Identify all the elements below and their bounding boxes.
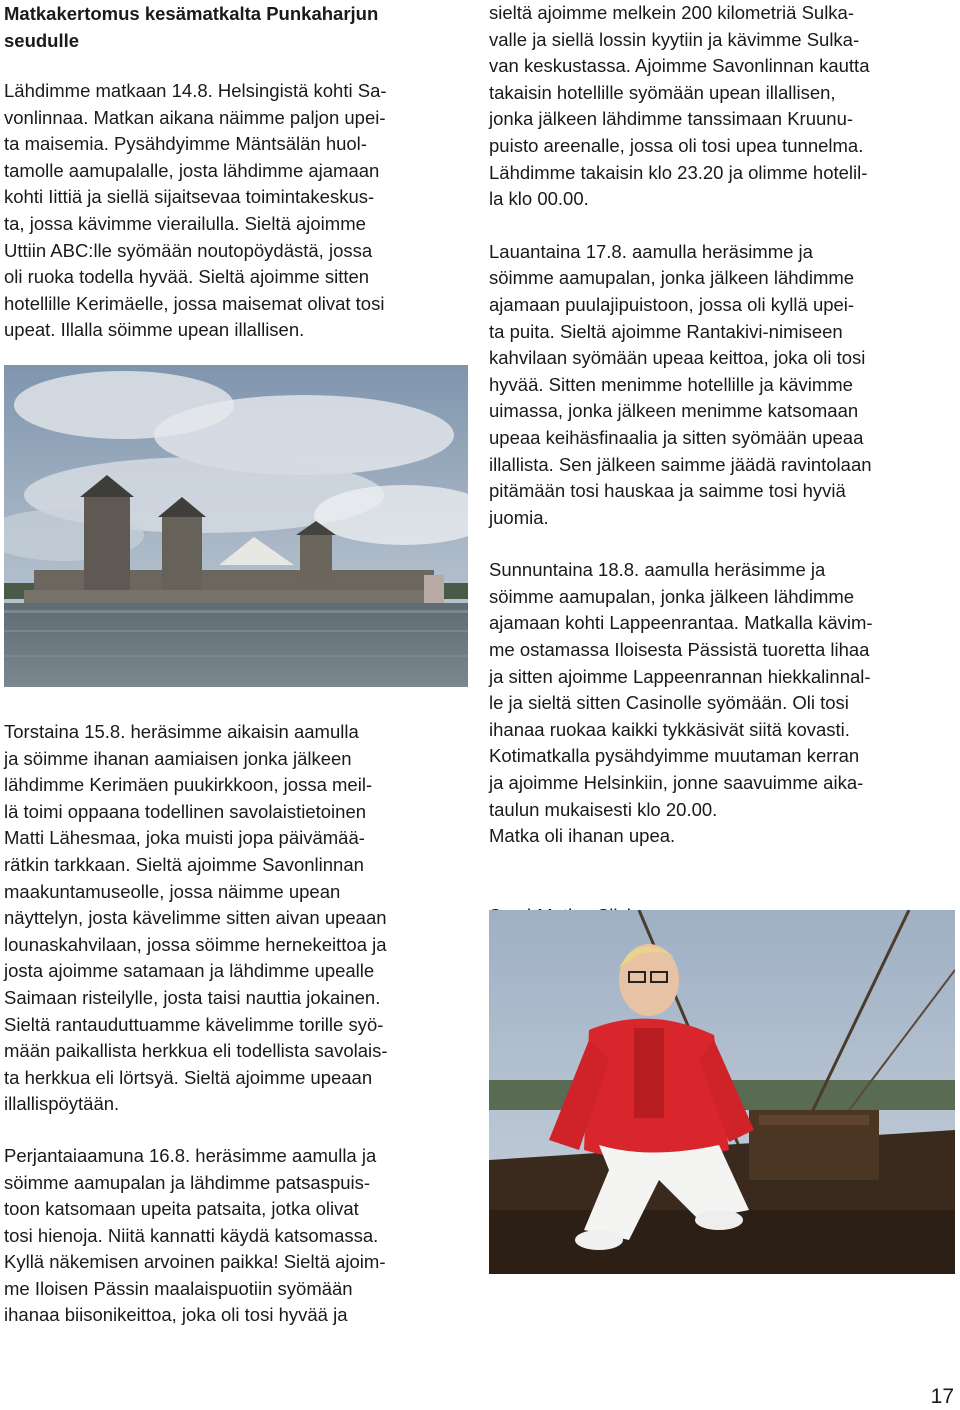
text-line: le ja sieltä sitten Casinolle syömään. Oli tosi xyxy=(489,692,849,714)
text-line: illallista. Sen jälkeen saimme jäädä ravintolaan xyxy=(489,453,872,475)
intro-paragraph xyxy=(4,78,474,344)
text-line: ta, jossa kävimme vierailulla. Sieltä ajoimme xyxy=(4,212,366,234)
text-line: me Iloisen Pässin maalaispuotiin syömään xyxy=(4,1277,353,1299)
text-line: Lähdimme takaisin klo 23.20 ja olimme hotelil- xyxy=(489,161,868,183)
text-line: Kyllä näkemisen arvoinen paikka! Sieltä ajoim- xyxy=(4,1251,386,1273)
article-title-line: seudulle xyxy=(4,30,80,51)
text-line: mään paikallista herkkua eli todellista savolais- xyxy=(4,1040,388,1062)
text-line: ajamaan puulajipuistoon, jossa oli kyllä upei- xyxy=(489,293,855,315)
article-title xyxy=(4,0,474,54)
author-photo xyxy=(489,910,955,1274)
page-number: 17 xyxy=(930,1385,954,1408)
text-line: Matti Lähesmaa, joka muisti jopa päivämää- xyxy=(4,827,365,849)
text-line: ta maisemia. Pysähdyimme Mäntsälän huol- xyxy=(4,133,367,155)
text-line: söimme aamupalan, jonka jälkeen lähdimme xyxy=(489,585,855,607)
text-line: lähdimme Kerimäen puukirkkoon, jossa meil- xyxy=(4,774,373,796)
sunday-paragraph xyxy=(489,557,955,850)
text-line: Matka oli ihanan upea. xyxy=(489,825,676,847)
castle-photo xyxy=(4,365,468,687)
text-line: hyvää. Sitten menimme hotellille ja kävimme xyxy=(489,373,853,395)
text-line: söimme aamupalan ja lähdimme patsaspuis- xyxy=(4,1171,371,1193)
text-line: oli ruoka todella hyvää. Sieltä ajoimme sitten xyxy=(4,266,370,288)
thursday-paragraph xyxy=(4,719,474,1118)
text-line: puisto areenalle, jossa oli tosi upea tunnelma. xyxy=(489,134,864,156)
text-line: ja sitten ajoimme Lappeenrannan hiekkalinnal- xyxy=(489,665,871,687)
text-line: lä toimi oppaana todellinen savolaistietoinen xyxy=(4,800,367,822)
text-line: ja ajoimme Helsinkiin, jonne saavuimme aika- xyxy=(489,772,864,794)
text-line: Saimaan risteilylle, josta taisi nauttia jokainen. xyxy=(4,986,381,1008)
friday-paragraph xyxy=(4,1143,474,1329)
text-line: vonlinnaa. Matkan aikana näimme paljon upei- xyxy=(4,106,386,128)
text-line: Lauantaina 17.8. aamulla heräsimme ja xyxy=(489,240,813,262)
text-line: taulun mukaisesti klo 20.00. xyxy=(489,798,718,820)
text-line: van keskustassa. Ajoimme Savonlinnan kautta xyxy=(489,55,870,77)
text-line: ta herkkua eli lörtsyä. Sieltä ajoimme upeaan xyxy=(4,1066,373,1088)
text-line: söimme aamupalan, jonka jälkeen lähdimme xyxy=(489,267,855,289)
text-line: Sunnuntaina 18.8. aamulla heräsimme ja xyxy=(489,559,826,581)
text-line: maakuntamuseolle, jossa näimme upean xyxy=(4,880,341,902)
text-line: Perjantaiaamuna 16.8. heräsimme aamulla ja xyxy=(4,1144,377,1166)
text-line: la klo 00.00. xyxy=(489,188,589,210)
saturday-paragraph xyxy=(489,239,955,532)
text-line: valle ja siellä lossin kyytiin ja kävimme Sulka- xyxy=(489,28,860,50)
text-line: Sieltä rantauduttuamme kävelimme torille syö- xyxy=(4,1013,384,1035)
text-line: sieltä ajoimme melkein 200 kilometriä Sulka- xyxy=(489,2,855,23)
text-line: Lähdimme matkaan 14.8. Helsingistä kohti Sa- xyxy=(4,80,387,101)
text-line: hotellille Kerimäelle, jossa maisemat olivat tosi xyxy=(4,292,385,314)
text-line: illallispöytään. xyxy=(4,1093,120,1115)
text-line: takaisin hotellille syömään upean illallisen, xyxy=(489,81,836,103)
text-line: toon katsomaan upeita patsaita, jotka olivat xyxy=(4,1198,359,1220)
friday-continued-paragraph xyxy=(489,0,955,213)
text-line: kahvilaan syömään upeaa keittoa, joka oli tosi xyxy=(489,347,866,369)
text-line: ta puita. Sieltä ajoimme Rantakivi-nimiseen xyxy=(489,320,843,342)
left-column xyxy=(4,0,474,344)
text-line: me ostamassa Iloisesta Pässistä tuoretta lihaa xyxy=(489,639,870,661)
text-line: lounaskahvilaan, jossa söimme hernekeittoa ja xyxy=(4,933,387,955)
text-line: näyttelyn, josta kävelimme sitten aivan upeaan xyxy=(4,907,387,929)
text-line: uimassa, jonka jälkeen menimme katsomaan xyxy=(489,400,859,422)
text-line: Torstaina 15.8. heräsimme aikaisin aamulla xyxy=(4,721,359,742)
text-line: ja söimme ihanan aamiaisen jonka jälkeen xyxy=(4,747,352,769)
text-line: ihanaa biisonikeittoa, joka oli tosi hyvää ja xyxy=(4,1304,348,1326)
text-line: Kotimatkalla pysähdyimme muutaman kerran xyxy=(489,745,860,767)
text-line: upeat. Illalla söimme upean illallisen. xyxy=(4,319,305,341)
text-line: tosi hienoja. Niitä kannatti käydä katsomassa. xyxy=(4,1224,379,1246)
text-line: tamolle aamupalalle, josta lähdimme ajamaan xyxy=(4,159,380,181)
text-line: josta ajoimme satamaan ja lähdimme upealle xyxy=(4,960,375,982)
right-column xyxy=(489,0,955,929)
text-line: jonka jälkeen lähdimme tanssimaan Kruunu- xyxy=(489,108,854,130)
text-line: ihanaa ruokaa kaikki tykkäsivät siitä kovasti. xyxy=(489,718,850,740)
text-line: upeaa keihäsfinaalia ja sitten syömään upeaa xyxy=(489,426,864,448)
text-line: pitämään tosi hauskaa ja saimme tosi hyviä xyxy=(489,480,846,502)
text-line: rätkin tarkkaan. Sieltä ajoimme Savonlinnan xyxy=(4,853,364,875)
text-line: juomia. xyxy=(489,506,549,528)
article-title-line: Matkakertomus kesämatkalta Punkaharjun xyxy=(4,3,379,24)
text-line: kohti Iittiä ja siellä sijaitsevaa toimintakeskus- xyxy=(4,186,375,208)
text-line: ajamaan kohti Lappeenrantaa. Matkalla kävim- xyxy=(489,612,873,634)
left-column-lower xyxy=(4,719,474,1329)
text-line: Uttiin ABC:lle syömään noutopöydästä, jossa xyxy=(4,239,373,261)
